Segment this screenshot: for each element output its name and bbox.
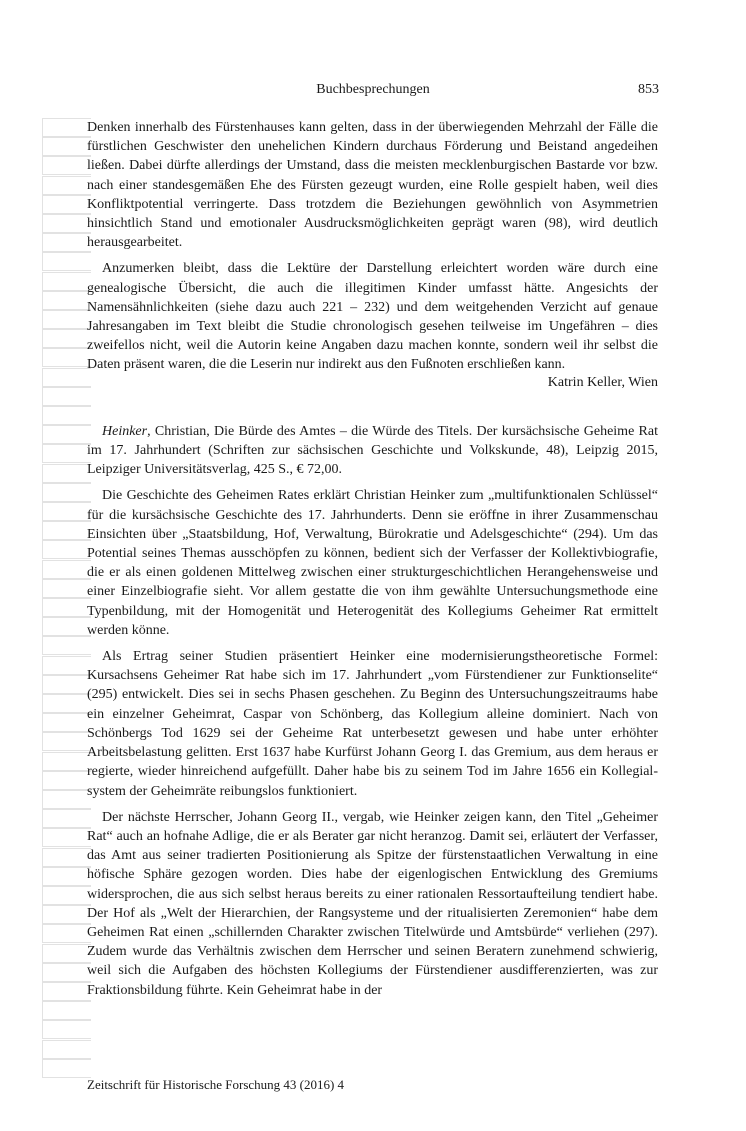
margin-box — [42, 118, 91, 137]
margin-box — [42, 176, 91, 195]
margin-box — [42, 348, 91, 367]
margin-box — [42, 656, 91, 675]
margin-box — [42, 406, 91, 425]
review2-paragraph-2: Als Ertrag seiner Studien präsentiert Heinker eine modernisierungstheoretische Formel: Kursachsens Geheimer Rat habe sich im 17. Jahrhundert „vom Fürstendiener zur Funktionselite“ (295) entwickelt. Dies sei in sechs Phasen geschehen. Zu Beginn des Untersuchungszeitraums habe ein einzelner Geheimrat, Caspar von Schönberg, das Kollegium alleine dominiert. Nach von Schönbergs Tod 1629 sei der Geheime Rat unterbesetzt gewesen und habe unter erhöhter Arbeitsbelastung gelitten. Erst 1637 habe Kurfürst Johann Georg I. das Gremium, aus dem heraus er regierte, wieder hinreichend aufgefüllt. Daher habe bis zu seinem Tod im Jahre 1656 ein Kollegialsystem der Geheimräte reibungslos funktioniert. — [87, 649, 658, 799]
margin-box — [42, 790, 91, 809]
margin-box — [42, 752, 91, 771]
margin-box — [42, 867, 91, 886]
margin-box — [42, 732, 91, 751]
margin-box — [42, 560, 91, 579]
margin-box — [42, 944, 91, 963]
margin-box — [42, 617, 91, 636]
margin-box — [42, 464, 91, 483]
scan-margin-artifacts — [42, 118, 92, 1093]
margin-box — [42, 579, 91, 598]
margin-box — [42, 214, 91, 233]
margin-box — [42, 886, 91, 905]
margin-box — [42, 636, 91, 655]
margin-box — [42, 521, 91, 540]
citation-details: , Christian, Die Bürde des Amtes – die Würde des Titels. Der kursächsische Geheime Rat im 17. Jahrhundert (Schriften zur sächsischen Geschichte und Volkskunde, 48), Leipzig 2015, Leipziger Universitätsverlag, 425 S., € 72,00. — [87, 423, 658, 478]
margin-box — [42, 598, 91, 617]
margin-box — [42, 848, 91, 867]
margin-box — [42, 1059, 91, 1078]
margin-box — [42, 387, 91, 406]
page-body — [87, 118, 658, 1000]
citation-author: Heinker — [102, 423, 148, 439]
margin-box — [42, 809, 91, 828]
margin-box — [42, 675, 91, 694]
margin-box — [42, 540, 91, 559]
margin-box — [42, 252, 91, 271]
margin-box — [42, 195, 91, 214]
margin-box — [42, 272, 91, 291]
margin-box — [42, 1020, 91, 1039]
margin-box — [42, 982, 91, 1001]
margin-box — [42, 233, 91, 252]
running-header-title: Buchbesprechungen — [316, 82, 430, 97]
review2-citation — [87, 422, 658, 480]
margin-box — [42, 713, 91, 732]
margin-box — [42, 329, 91, 348]
review1-paragraph-2: Anzumerken bleibt, dass die Lektüre der Darstellung erleichtert worden wäre durch eine genealogische Übersicht, die auch die illegitimen Kinder umfasst hätte. Angesichts der Namensähnlichkeiten (siehe dazu auch 221 – 232) und dem weitgehenden Verzicht auf genaue Jahresangaben im Text bleibt die Studie chronologisch gesehen teilweise im Ungefähren – dies zweifellos nicht, weil die Autorin keine Angaben dazu machen konnte, sondern weil ihr selbst die Daten präsent waren, die die Leserin nur indirekt aus den Fußnoten erschließen kann. — [87, 261, 658, 373]
margin-box — [42, 963, 91, 982]
margin-box — [42, 924, 91, 943]
margin-box — [42, 828, 91, 847]
margin-box — [42, 1040, 91, 1059]
review1-paragraph-1: Denken innerhalb des Fürstenhauses kann gelten, dass in der überwiegenden Mehrzahl der Fälle die fürstlichen Geschwister den unehelichen Kindern durchaus Förderung und Beistand angedeihen ließen. Dabei dürfte allerdings der Umstand, dass die meisten mecklenburgischen Bastarde vor bzw. nach einer standesgemäßen Ehe des Fürsten gezeugt wurden, eine Rolle gespielt haben, weil dies Konfliktpotential verringerte. Dass trotzdem die Beziehungen gewöhnlich von Asymmetrien hinsichtlich Stand und emotionaler Ausdrucksmöglichkeiten geprägt waren (98), wird deutlich herausgearbeitet. — [87, 120, 658, 251]
margin-box — [42, 694, 91, 713]
review2-paragraph-1: Die Geschichte des Geheimen Rates erklärt Christian Heinker zum „multifunktionalen Schlüssel“ für die kursächsische Geschichte des 17. Jahrhunderts. Denn sie eröffne in ihrer Zusammenschau Einsichten über „Staatsbildung, Hof, Verwaltung, Bürokratie und Adelsgeschichte“ (294). Um das Potential seines Themas ausschöpfen zu können, bedient sich der Verfasser der Kollektivbiografie, die er als einen goldenen Mittelweg zwischen einer strukturgeschichtlichen Herangehensweise und einer Einzelbiografie sieht. Vor allem gestatte die von ihm gewählte Untersuchungsmethode eine Typenbildung, mit der Homogenität und Heterogenität des Kollegiums Geheimer Rat ermittelt werden könne. — [87, 488, 658, 638]
margin-box — [42, 156, 91, 175]
margin-box — [42, 310, 91, 329]
margin-box — [42, 425, 91, 444]
margin-box — [42, 444, 91, 463]
margin-box — [42, 502, 91, 521]
margin-box — [42, 137, 91, 156]
margin-box — [42, 771, 91, 790]
margin-box — [42, 291, 91, 310]
journal-footer: Zeitschrift für Historische Forschung 43 (2016) 4 — [87, 1077, 345, 1092]
review2-paragraph-3: Der nächste Herrscher, Johann Georg II., vergab, wie Heinker zeigen kann, den Titel „Geheimer Rat“ auch an hofnahe Adlige, die er als Berater gar nicht heranzog. Damit sei, erläutert der Verfasser, das Amt aus seiner tradierten Positionierung als Spitze der fürstenstaatlichen Verwaltung in eine höfische Sphäre gezogen worden. Dies habe der eigenlogischen Entwicklung des Gremiums widersprochen, die aus sich selbst heraus bereits zu einer rationalen Ressortaufteilung tendiert habe. Der Hof als „Welt der Hierarchien, der Rangsysteme und der ritualisierten Zeremonien“ habe dem Geheimen Rat einen „schillernden Charakter zwischen Titelwürde und Amtsbürde“ verliehen (297). Zudem wurde das Verhältnis zwischen dem Herrscher und seinen Beratern zunehmend schwierig, weil sich die Aufgaben des höchsten Kollegiums der Fürstendiener ausdifferenzierten, was zur Fraktionsbildung führte. Kein Geheimrat habe in der — [87, 809, 658, 998]
review1-signature: Katrin Keller, Wien — [547, 374, 658, 390]
margin-box — [42, 483, 91, 502]
margin-box — [42, 1001, 91, 1020]
margin-box — [42, 905, 91, 924]
page-number: 853 — [638, 82, 659, 97]
margin-box — [42, 368, 91, 387]
